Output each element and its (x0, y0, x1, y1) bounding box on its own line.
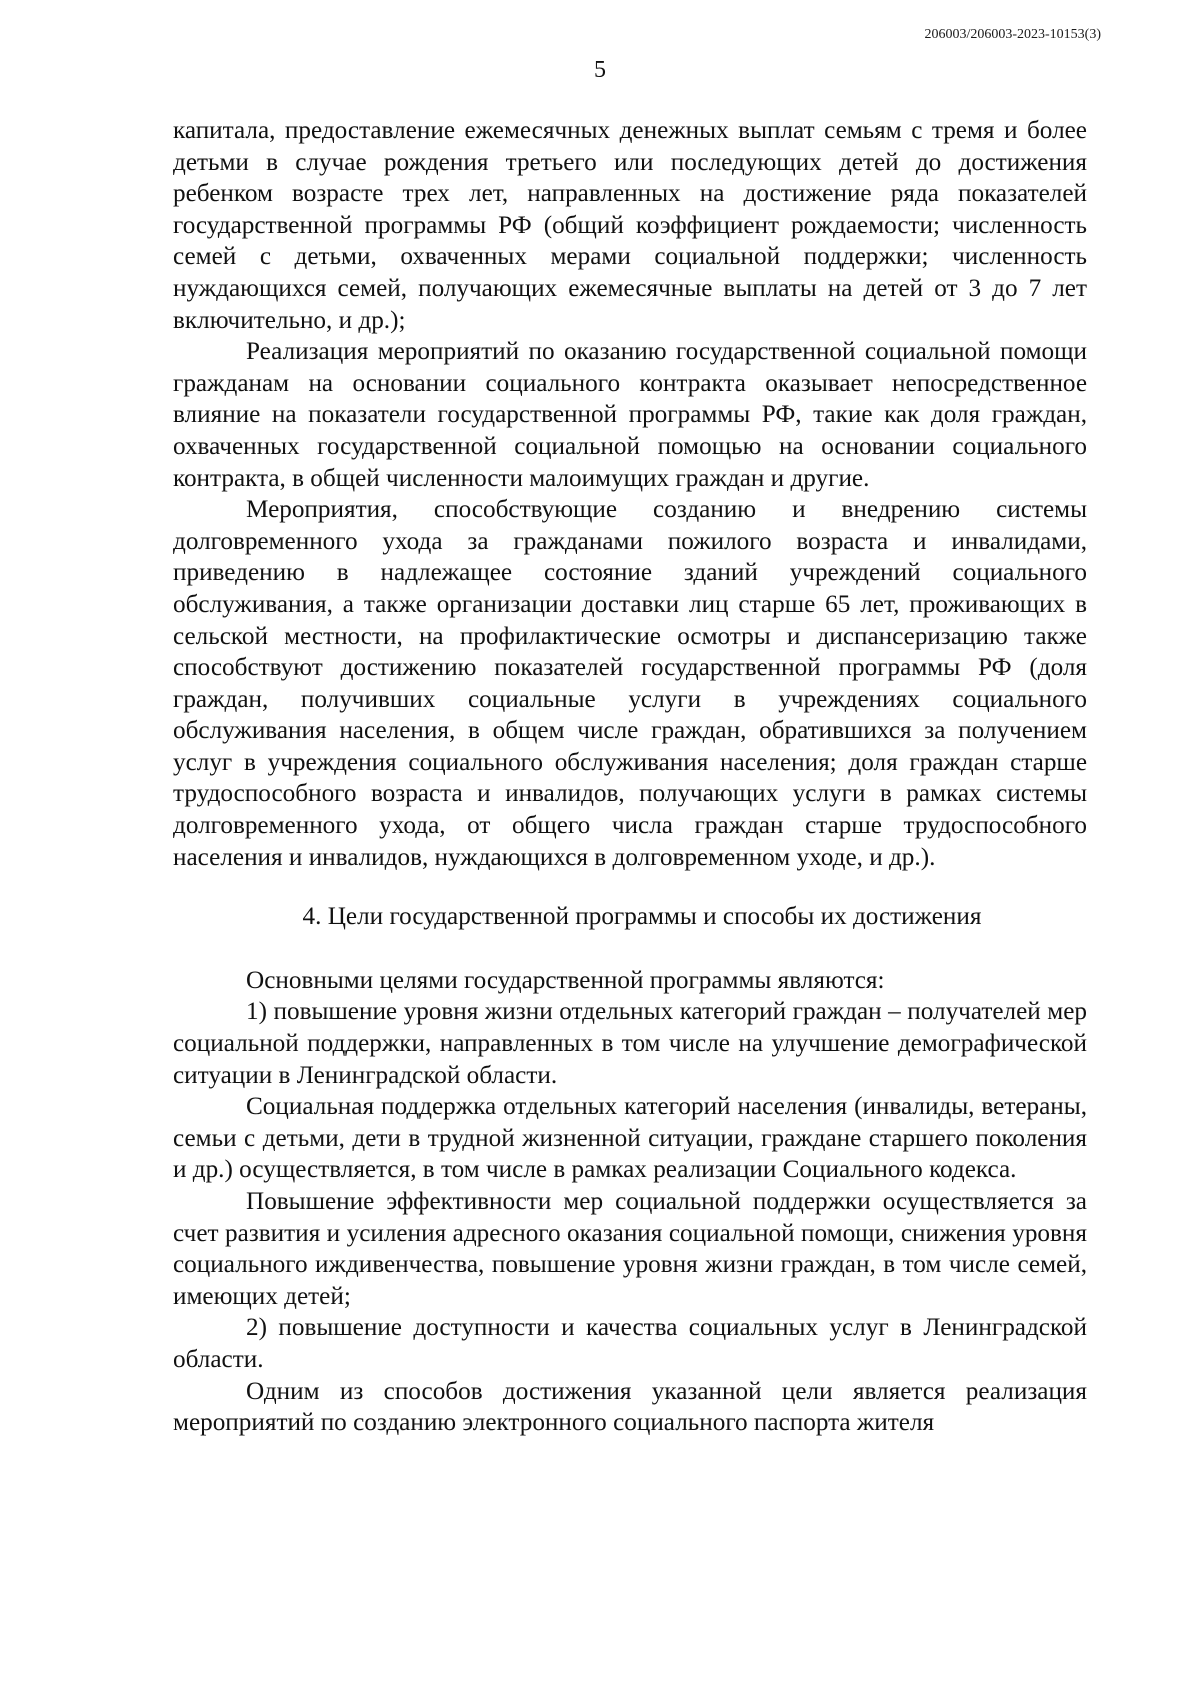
paragraph-goal-1: 1) повышение уровня жизни отдельных категорий граждан – получателей мер социальной поддержки, направленных в том числе на улучшение демографической ситуации в Ленинградской области. (173, 998, 1087, 1089)
paragraph-social-support: Социальная поддержка отдельных категорий населения (инвалиды, ветераны, семьи с детьми, дети в трудной жизненной ситуации, граждане старшего поколения и др.) осуществляется, в том числе в рамках реализации Социального кодекса. (173, 1093, 1087, 1184)
paragraph-continuation: капитала, предоставление ежемесячных денежных выплат семьям с тремя и более детьми в случае рождения третьего или последующих детей до достижения ребенком возрасте трех лет, направленных на достижение ряда показателей государственной программы РФ (общий коэффициент рождаемости; численность семей с детьми, охваченных мерами социальной поддержки; численность нуждающихся семей, получающих ежемесячные выплаты на детей от 3 до 7 лет включительно, и др.); (173, 117, 1087, 334)
document-body (173, 115, 1087, 1439)
paragraph-social-contract: Реализация мероприятий по оказанию государственной социальной помощи гражданам на основании социального контракта оказывает непосредственное влияние на показатели государственной программы РФ, такие как доля граждан, охваченных государственной социальной помощью на основании социального контракта, в общей численности малоимущих граждан и другие. (173, 338, 1087, 492)
page-number: 5 (594, 57, 606, 83)
paragraph-social-passport: Одним из способов достижения указанной цели является реализация мероприятий по созданию электронного социального паспорта жителя (173, 1377, 1087, 1437)
paragraph-main-goals: Основными целями государственной программы являются: (246, 966, 885, 994)
section-heading: 4. Цели государственной программы и способы их достижения (302, 903, 982, 931)
paragraph-goal-2: 2) повышение доступности и качества социальных услуг в Ленинградской области. (173, 1314, 1087, 1373)
paragraph-efficiency: Повышение эффективности мер социальной поддержки осуществляется за счет развития и усиления адресного оказания социальной помощи, снижения уровня социального иждивенчества, повышение уровня жизни граждан, в том числе семей, имеющих детей; (173, 1188, 1087, 1310)
document-registration-number: 206003/206003-2023-10153(3) (924, 27, 1101, 42)
paragraph-long-term-care: Мероприятия, способствующие созданию и внедрению системы долговременного ухода за гражданами пожилого возраста и инвалидами, приведению в надлежащее состояние зданий учреждений социального обслуживания, а также организации доставки лиц старше 65 лет, проживающих в сельской местности, на профилактические осмотры и диспансеризацию также способствуют достижению показателей государственной программы РФ (доля граждан, получивших социальные услуги в учреждениях социального обслуживания населения, в общем числе граждан, обратившихся за получением услуг в учреждения социального обслуживания населения; доля граждан старше трудоспособного возраста и инвалидов, получающих услуги в рамках системы долговременного ухода, от общего числа граждан старше трудоспособного населения и инвалидов, нуждающихся в долговременном уходе, и др.). (173, 496, 1087, 871)
